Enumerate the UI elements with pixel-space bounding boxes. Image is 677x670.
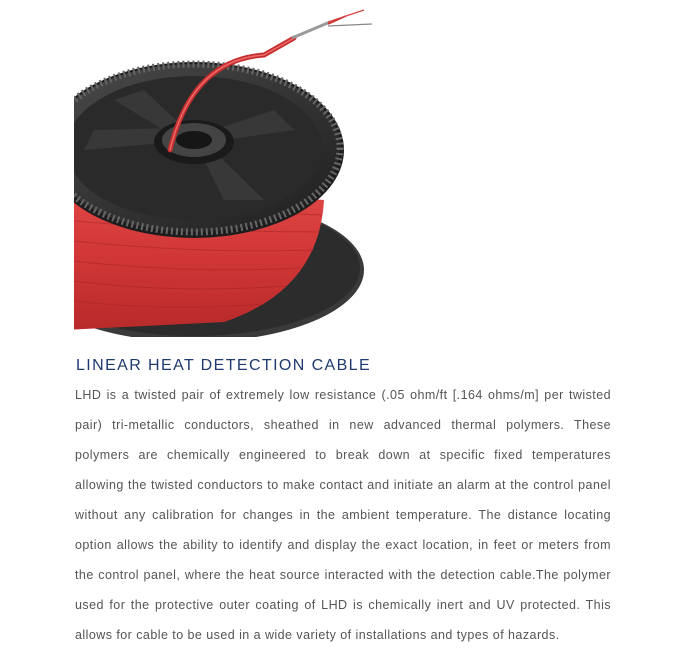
section-body-text: LHD is a twisted pair of extremely low resistance (.05 ohm/ft [.164 ohms/m] per twisted pair) tri-metallic conductors, sheathed in new advanced thermal polymers. These polymers are chemically engineered to break down at specific fixed temperatures allowing the twisted conductors to make contact and initiate an alarm at the control panel without any calibration for changes in the ambient temperature. The distance locating option allows the ability to identify and display the exact location, in feet or meters from the control panel, where the heat source interacted with the detection cable.The polymer used for the protective outer coating of LHD is chemically inert and UV protected. This allows for cable to be used in a wide variety of installations and types of hazards. (75, 388, 611, 642)
cable-spool-image (74, 0, 374, 337)
section-title: LINEAR HEAT DETECTION CABLE (76, 357, 372, 374)
cable-spool-illustration (74, 0, 374, 337)
